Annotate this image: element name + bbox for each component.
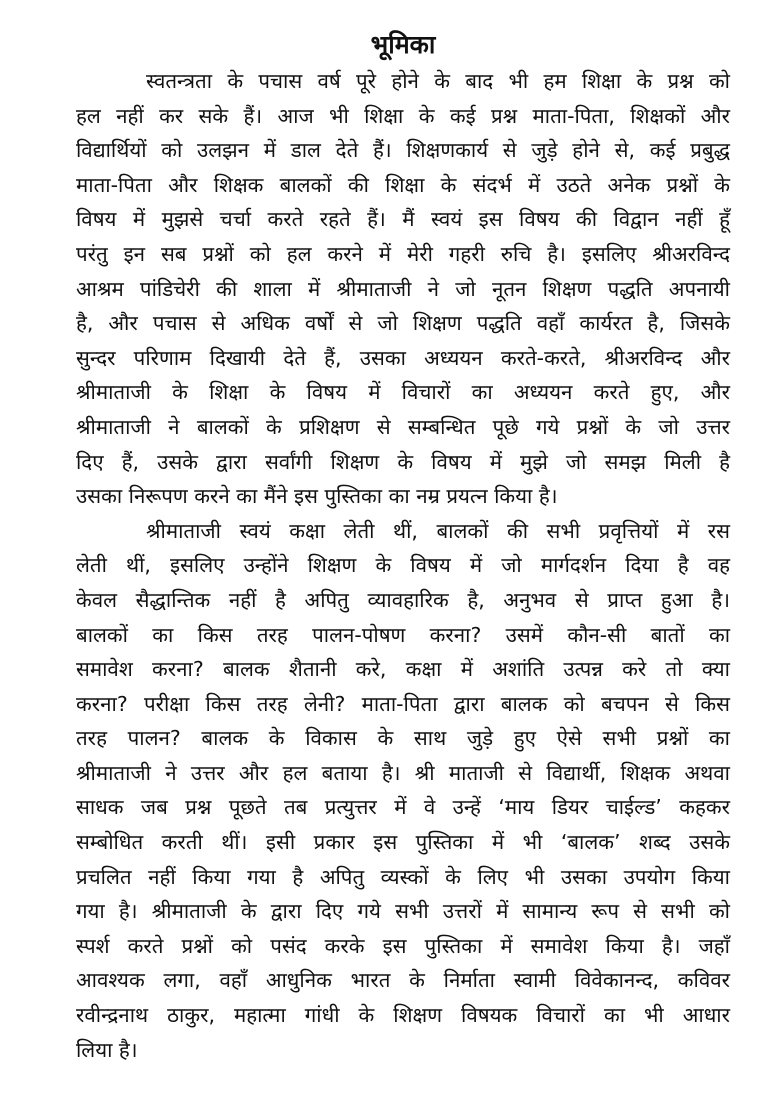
page-title: भूमिका: [370, 30, 436, 59]
text-line: केवल सैद्धान्तिक नहीं है अपितु व्यावहारिक है, अनुभव से प्राप्त हुआ है।: [76, 587, 730, 612]
text-line: लिया है।: [76, 1037, 138, 1062]
paragraph: [76, 64, 730, 514]
text-line: आश्रम पांडिचेरी की शाला में श्रीमाताजी ने जो नूतन शिक्षण पद्धति अपनायी: [76, 276, 730, 301]
text-line: बालकों का किस तरह पालन-पोषण करना? उसमें कौन-सी बातों का: [76, 622, 730, 647]
text-line: विद्यार्थियों को उलझन में डाल देते हैं। शिक्षणकार्य से जुड़े होने से, कई प्रबुद्ध: [76, 138, 730, 163]
text-line: सम्बोधित करती थीं। इसी प्रकार इस पुस्तिका में भी ‘बालक’ शब्द उसके: [76, 830, 730, 855]
text-line: श्रीमाताजी ने उत्तर और हल बताया है। श्री माताजी से विद्यार्थी, शिक्षक अथवा: [76, 760, 730, 785]
text-line: रवीन्द्रनाथ ठाकुर, महात्मा गांधी के शिक्षण विषयक विचारों का भी आधार: [76, 1003, 730, 1028]
text-line: स्पर्श करते प्रश्नों को पसंद करके इस पुस्तिका में समावेश किया है। जहाँ: [76, 933, 730, 958]
text-line: सुन्दर परिणाम दिखायी देते हैं, उसका अध्ययन करते-करते, श्रीअरविन्द और: [76, 345, 730, 370]
text-line: माता-पिता और शिक्षक बालकों की शिक्षा के संदर्भ में उठते अनेक प्रश्नों के: [76, 172, 730, 197]
text-line: प्रचलित नहीं किया गया है अपितु व्यस्कों के लिए भी उसका उपयोग किया: [76, 864, 730, 889]
text-line: परंतु इन सब प्रश्नों को हल करने में मेरी गहरी रुचि है। इसलिए श्रीअरविन्द: [76, 241, 730, 266]
text-line: लेती थीं, इसलिए उन्होंने शिक्षण के विषय में जो मार्गदर्शन दिया है वह: [76, 553, 730, 578]
text-line: हल नहीं कर सके हैं। आज भी शिक्षा के कई प्रश्न माता-पिता, शिक्षकों और: [76, 103, 730, 128]
text-line: श्रीमाताजी के शिक्षा के विषय में विचारों का अध्ययन करते हुए, और: [76, 380, 730, 405]
text-line: समावेश करना? बालक शैतानी करे, कक्षा में अशांति उत्पन्न करे तो क्या: [76, 657, 730, 682]
text-line: श्रीमाताजी ने बालकों के प्रशिक्षण से सम्बन्धित पूछे गये प्रश्नों के जो उत्तर: [76, 414, 730, 439]
text-line: विषय में मुझसे चर्चा करते रहते हैं। मैं स्वयं इस विषय की विद्वान नहीं हूँ: [76, 207, 730, 232]
text-line: गया है। श्रीमाताजी के द्वारा दिए गये सभी उत्तरों में सामान्य रूप से सभी को: [76, 899, 730, 924]
text-line: स्वतन्त्रता के पचास वर्ष पूरे होने के बाद भी हम शिक्षा के प्रश्न को: [146, 69, 730, 93]
text-line: दिए हैं, उसके द्वारा सर्वांगी शिक्षण के विषय में मुझे जो समझ मिली है: [76, 449, 730, 474]
document-body: [76, 64, 730, 1067]
text-line: उसका निरूपण करने का मैंने इस पुस्तिका का नम्र प्रयत्न किया है।: [76, 484, 558, 509]
text-line: करना? परीक्षा किस तरह लेनी? माता-पिता द्वारा बालक को बचपन से किस: [76, 691, 730, 716]
paragraph: [76, 514, 730, 1068]
text-line: श्रीमाताजी स्वयं कक्षा लेती थीं, बालकों की सभी प्रवृत्तियों में रस: [146, 518, 730, 543]
text-line: तरह पालन? बालक के विकास के साथ जुड़े हुए ऐसे सभी प्रश्नों का: [76, 726, 730, 751]
text-line: साधक जब प्रश्न पूछते तब प्रत्युत्तर में वे उन्हें ‘माय डियर चाईल्ड’ कहकर: [76, 795, 730, 820]
text-line: है, और पचास से अधिक वर्षों से जो शिक्षण पद्धति वहाँ कार्यरत है, जिसके: [76, 311, 730, 336]
text-line: आवश्यक लगा, वहाँ आधुनिक भारत के निर्माता स्वामी विवेकानन्द, कविवर: [76, 968, 730, 993]
